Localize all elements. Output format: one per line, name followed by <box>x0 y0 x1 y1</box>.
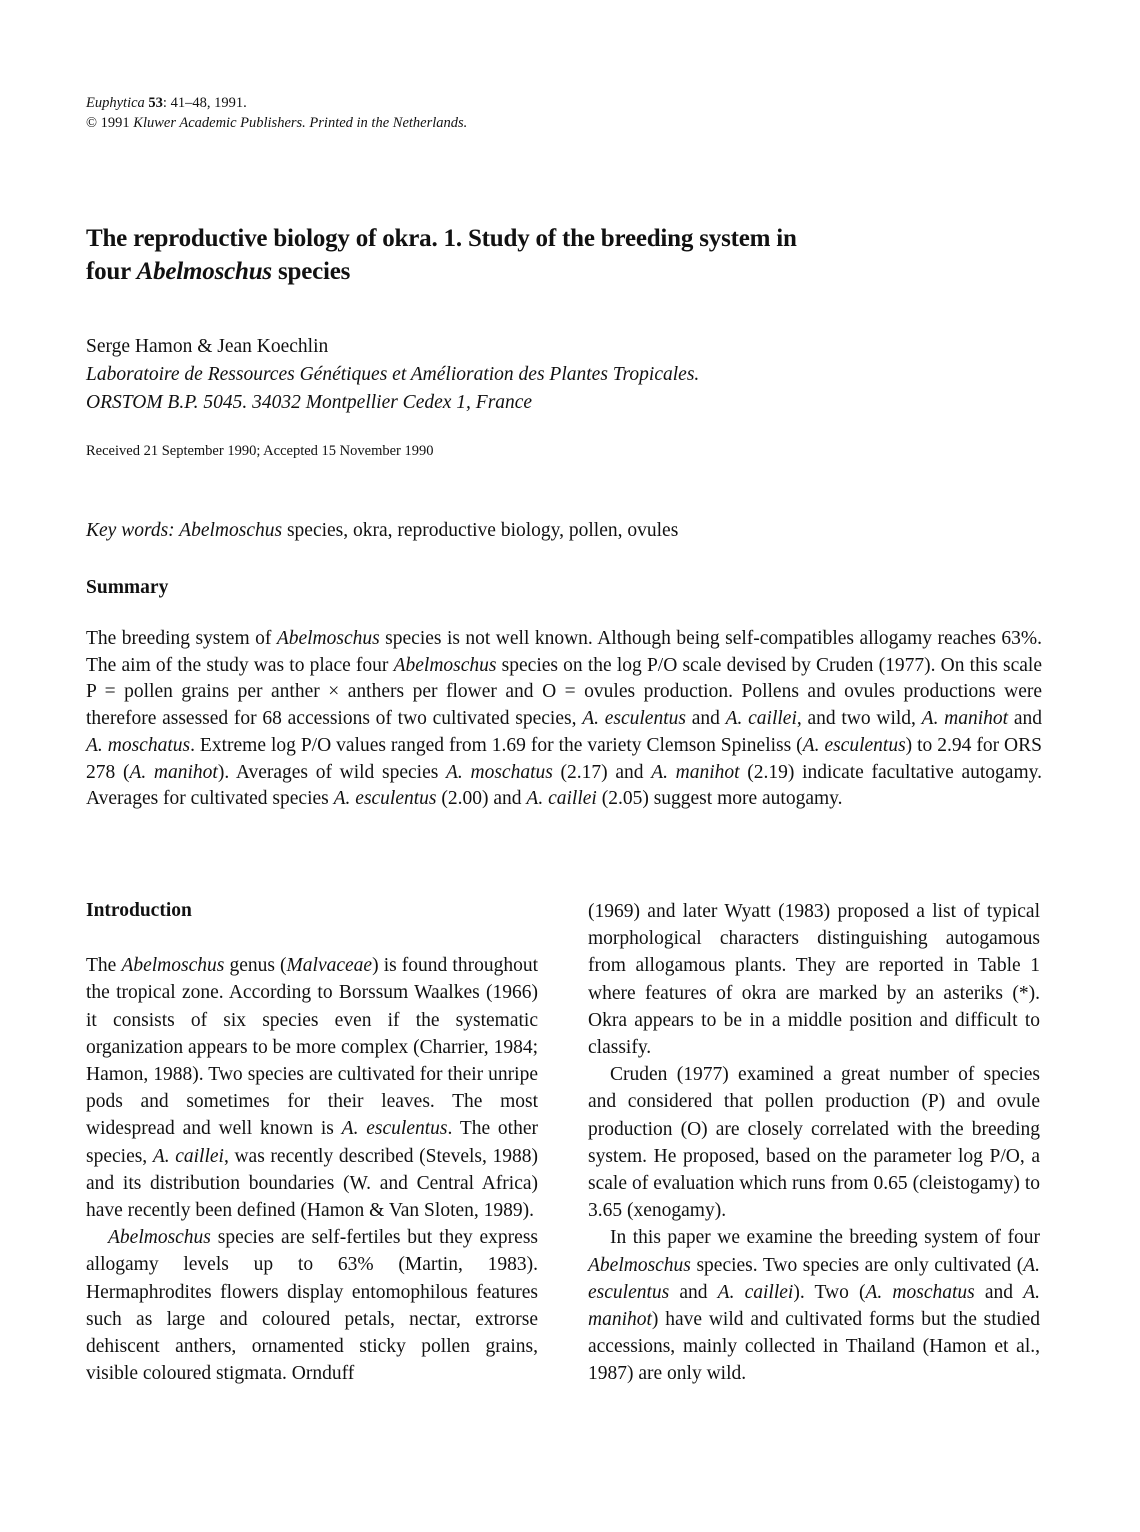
intro-paragraph-3: (1969) and later Wyatt (1983) proposed a list of typical morphological characters distinguishing autogamous from allogamous plants. They are reported in Table 1 where features of okra are marked by an asteriks (*). Okra appears to be in a middle position and difficult to classify. <box>588 901 1040 1059</box>
keywords-rest: species, okra, reproductive biology, pollen, ovules <box>282 520 679 541</box>
author-block <box>86 333 699 417</box>
title-prefix: four <box>86 258 137 285</box>
title-line-1: The reproductive biology of okra. 1. Study of the breeding system in <box>86 225 797 252</box>
journal-pages-year: : 41–48, 1991. <box>162 95 247 111</box>
title-genus: Abelmoschus <box>136 258 272 285</box>
copyright-line <box>86 113 467 133</box>
journal-name: Euphytica <box>86 95 145 111</box>
right-column <box>588 898 1040 1388</box>
paper-title <box>86 222 986 288</box>
publisher: Kluwer Academic Publishers. Printed in the Netherlands. <box>133 115 468 131</box>
affiliation-line-1: Laboratoire de Ressources Génétiques et Amélioration des Plantes Tropicales. <box>86 364 700 385</box>
keywords-genus: Abelmoschus <box>179 520 283 541</box>
journal-line <box>86 93 467 113</box>
author-names: Serge Hamon & Jean Koechlin <box>86 336 329 357</box>
journal-citation <box>86 93 467 133</box>
introduction-heading: Introduction <box>86 900 192 921</box>
left-column <box>86 897 538 1387</box>
affiliation-line-2: ORSTOM B.P. 5045. 34032 Montpellier Cedex 1, France <box>86 392 533 413</box>
summary-heading: Summary <box>86 577 169 598</box>
copyright-year: 1991 <box>97 115 134 131</box>
received-dates: Received 21 September 1990; Accepted 15 November 1990 <box>86 443 434 459</box>
title-line-2 <box>86 255 986 288</box>
intro-paragraph-4: Cruden (1977) examined a great number of species and considered that pollen production (P) and ovule production (O) are closely correlated with the breeding system. He proposed, based on the parameter log P/O, a scale of evaluation which runs from 0.65 (cleistogamy) to 3.65 (xenogamy). <box>588 1064 1040 1222</box>
intro-paragraph-5: In this paper we examine the breeding system of four Abelmoschus species. Two species are only cultivated (A. esculentus and A. caillei). Two (A. moschatus and A. manihot) have wild and cultivated forms but the studied accessions, mainly collected in Thailand (Hamon et al., 1987) are only wild. <box>588 1227 1040 1385</box>
keywords <box>86 517 678 545</box>
intro-paragraph-2: Abelmoschus species are self-fertiles but they express allogamy levels up to 63% (Martin, 1983). Hermaphrodites flowers display entomophilous features such as large and coloured petals, nectar, extrorse dehiscent anthers, ornamented sticky pollen grains, visible coloured stigmata. Ornduff <box>86 1227 538 1385</box>
intro-paragraph-1: The Abelmoschus genus (Malvaceae) is found throughout the tropical zone. According to Borssum Waalkes (1966) it consists of six species even if the systematic organization appears to be more complex (Charrier, 1984; Hamon, 1988). Two species are cultivated for their unripe pods and sometimes for their leaves. The most widespread and well known is A. esculentus. The other species, A. caillei, was recently described (Stevels, 1988) and its distribution boundaries (W. and Central Africa) have recently been defined (Hamon & Van Sloten, 1989). <box>86 955 539 1222</box>
keywords-label: Key words: <box>86 520 180 541</box>
copyright-symbol: © <box>86 115 98 131</box>
journal-volume: 53 <box>148 95 163 111</box>
summary-text: The breeding system of Abelmoschus species is not well known. Although being self-compatibles allogamy reaches 63%. The aim of the study was to place four Abelmoschus species on the log P/O scale devised by Cruden (1977). On this scale P = pollen grains per anther × anthers per flower and O = ovules production. Pollens and ovules productions were therefore assessed for 68 accessions of two cultivated species, A. esculentus and A. caillei, and two wild, A. manihot and A. moschatus. Extreme log P/O values ranged from 1.69 for the variety Clemson Spineliss (A. esculentus) to 2.94 for ORS 278 (A. manihot). Averages of wild species A. moschatus (2.17) and A. manihot (2.19) indicate facultative autogamy. Averages for cultivated species A. esculentus (2.00) and A. caillei (2.05) suggest more autogamy. <box>86 628 1043 810</box>
title-suffix: species <box>271 258 351 285</box>
